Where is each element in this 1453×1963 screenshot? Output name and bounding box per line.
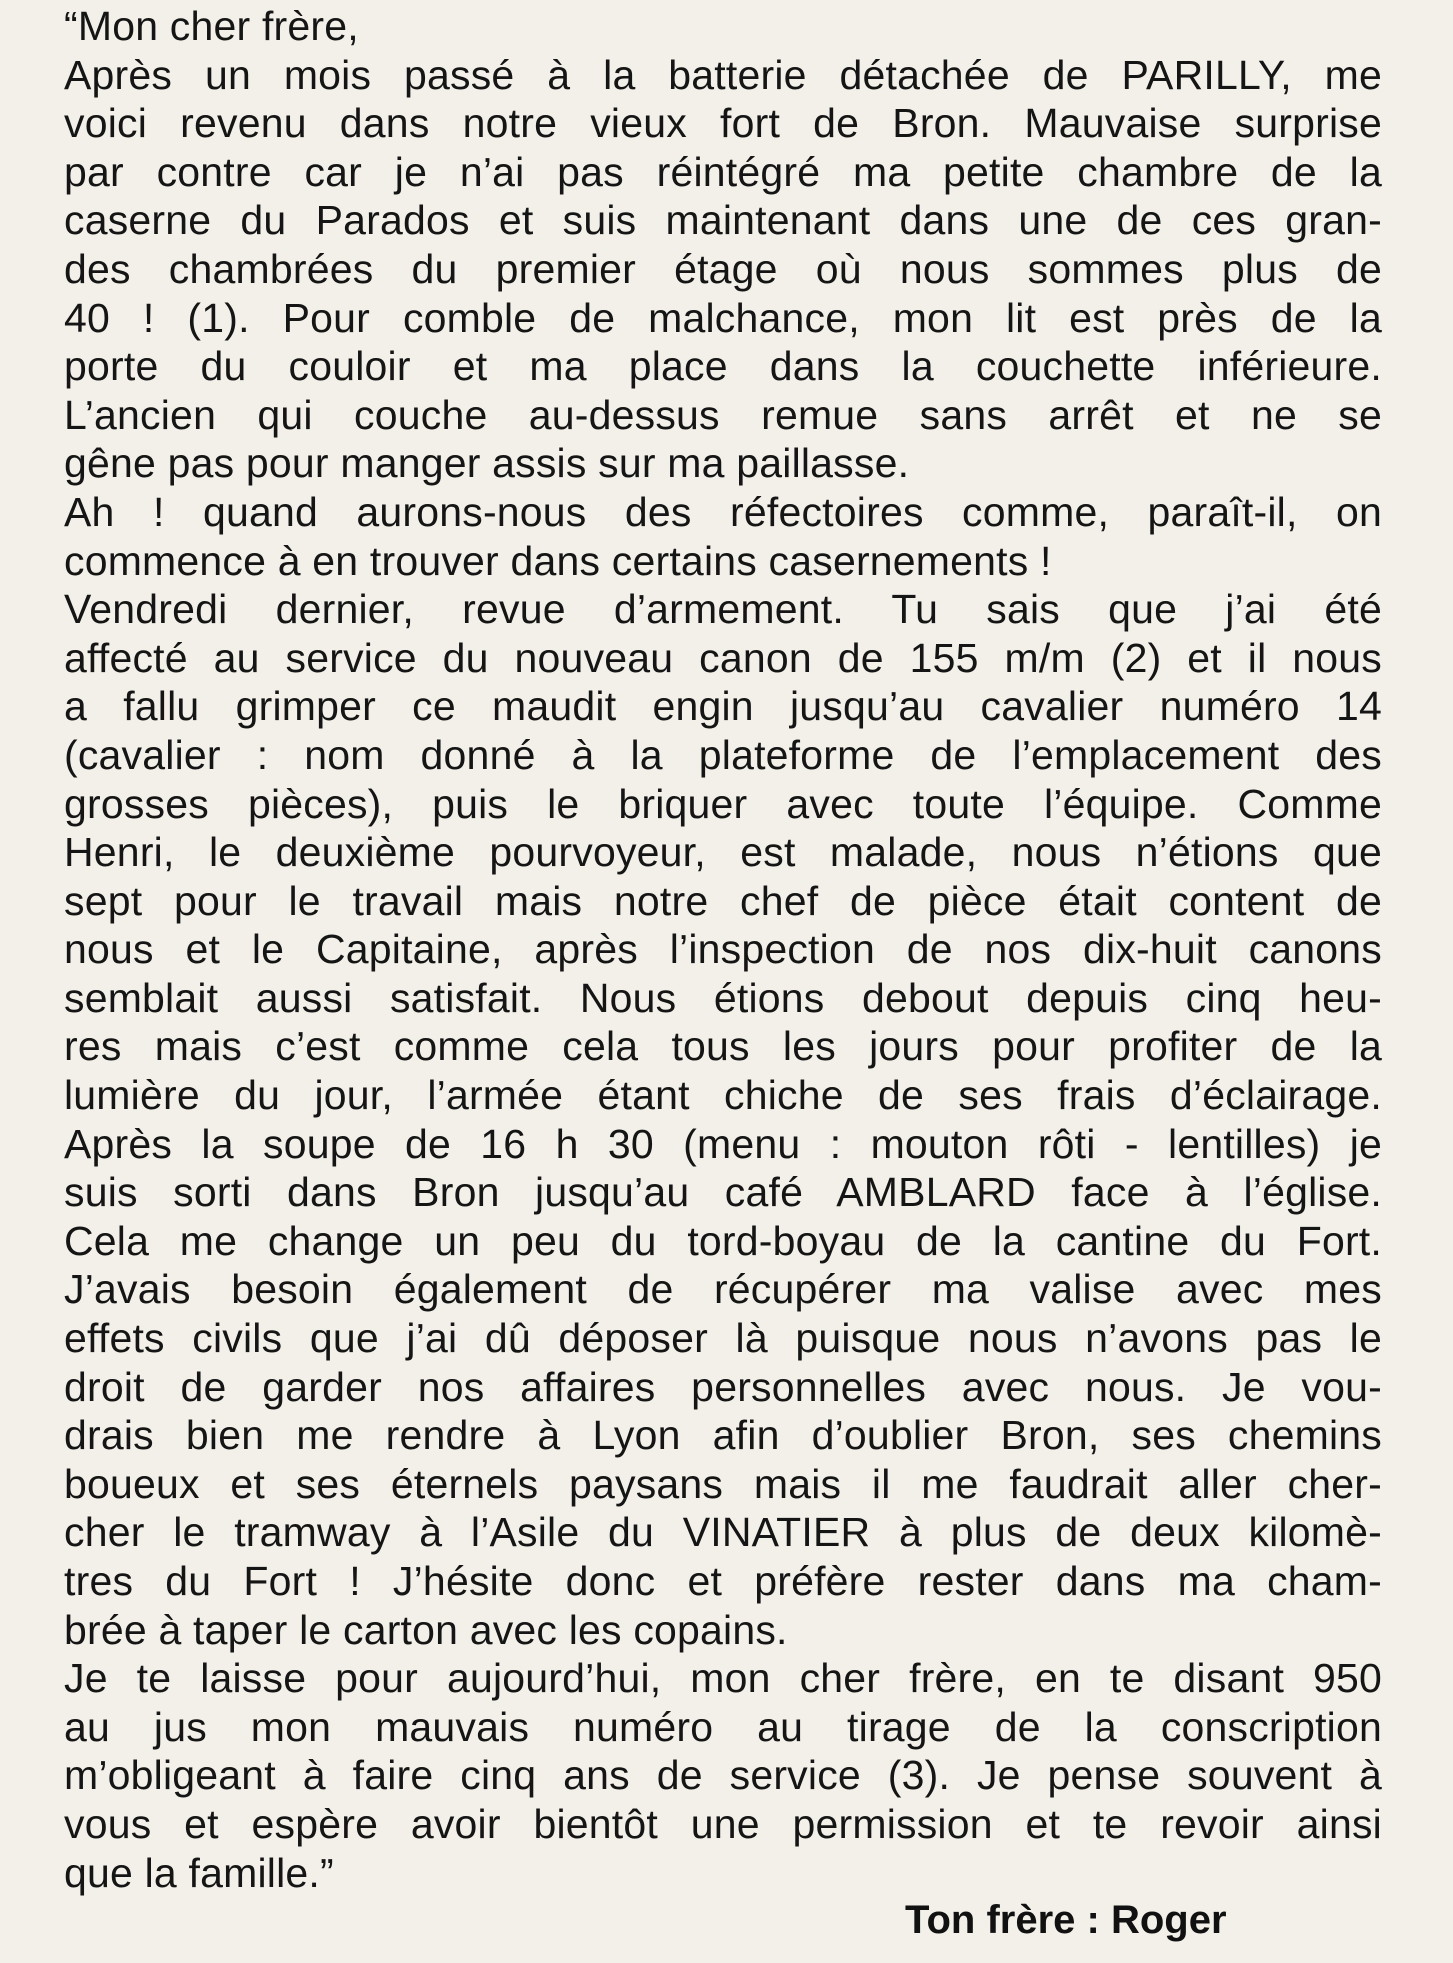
- letter-line: Je te laisse pour aujourd’hui, mon cher frère, en te disant 950: [64, 1655, 1382, 1702]
- letter-line: (cavalier : nom donné à la plateforme de l’emplacement des: [64, 731, 1382, 778]
- letter-line: Cela me change un peu du tord-boyau de la cantine du Fort.: [64, 1217, 1382, 1264]
- letter-line: gêne pas pour manger assis sur ma paillasse.: [64, 440, 910, 487]
- letter-line: Henri, le deuxième pourvoyeur, est malade, nous n’étions que: [64, 829, 1382, 876]
- letter-line: vous et espère avoir bientôt une permission et te revoir ainsi: [64, 1800, 1382, 1847]
- letter-line: caserne du Parados et suis maintenant dans une de ces gran-: [64, 197, 1382, 244]
- letter-line: droit de garder nos affaires personnelles avec nous. Je vou-: [64, 1363, 1382, 1410]
- letter-line: Ah ! quand aurons-nous des réfectoires comme, paraît-il, on: [64, 488, 1382, 535]
- letter-line: a fallu grimper ce maudit engin jusqu’au cavalier numéro 14: [64, 683, 1382, 730]
- letter-line: grosses pièces), puis le briquer avec toute l’équipe. Comme: [64, 780, 1382, 827]
- letter-line: commence à en trouver dans certains casernements !: [64, 537, 1052, 584]
- letter-line: brée à taper le carton avec les copains.: [64, 1606, 788, 1653]
- letter-line: m’obligeant à faire cinq ans de service (3). Je pense souvent à: [64, 1752, 1382, 1799]
- letter-line: L’ancien qui couche au-dessus remue sans arrêt et ne se: [64, 391, 1382, 438]
- letter-line: cher le tramway à l’Asile du VINATIER à plus de deux kilomè-: [64, 1509, 1382, 1556]
- letter-salutation: “Mon cher frère,: [64, 3, 359, 49]
- letter-body: [64, 2, 1382, 1897]
- letter-line: Vendredi dernier, revue d’armement. Tu sais que j’ai été: [64, 586, 1382, 633]
- letter-line: 40 ! (1). Pour comble de malchance, mon lit est près de la: [64, 294, 1382, 341]
- letter-line: affecté au service du nouveau canon de 155 m/m (2) et il nous: [64, 634, 1382, 681]
- letter-line: boueux et ses éternels paysans mais il me faudrait aller cher-: [64, 1460, 1382, 1507]
- letter-line: Après la soupe de 16 h 30 (menu : mouton rôti - lentilles) je: [64, 1120, 1382, 1167]
- letter-line: par contre car je n’ai pas réintégré ma petite chambre de la: [64, 148, 1382, 195]
- letter-line: des chambrées du premier étage où nous sommes plus de: [64, 245, 1382, 292]
- letter-line: J’avais besoin également de récupérer ma valise avec mes: [64, 1266, 1382, 1313]
- letter-signature: Ton frère : Roger: [905, 1898, 1227, 1942]
- letter-line: tres du Fort ! J’hésite donc et préfère rester dans ma cham-: [64, 1558, 1382, 1604]
- letter-line: suis sorti dans Bron jusqu’au café AMBLARD face à l’église.: [64, 1169, 1382, 1216]
- letter-line: semblait aussi satisfait. Nous étions debout depuis cinq heu-: [64, 974, 1382, 1021]
- letter-closing: que la famille.”: [64, 1849, 334, 1896]
- letter-line: voici revenu dans notre vieux fort de Bron. Mauvaise surprise: [64, 100, 1382, 147]
- letter-line: nous et le Capitaine, après l’inspection de nos dix-huit canons: [64, 926, 1382, 973]
- letter-line: sept pour le travail mais notre chef de pièce était content de: [64, 877, 1382, 924]
- letter-line: lumière du jour, l’armée étant chiche de ses frais d’éclairage.: [64, 1072, 1382, 1119]
- letter-line: porte du couloir et ma place dans la couchette inférieure.: [64, 343, 1382, 390]
- letter-line: Après un mois passé à la batterie détachée de PARILLY, me: [64, 51, 1382, 98]
- letter-line: res mais c’est comme cela tous les jours pour profiter de la: [64, 1023, 1382, 1070]
- letter-line: drais bien me rendre à Lyon afin d’oublier Bron, ses chemins: [64, 1412, 1382, 1459]
- letter-line: effets civils que j’ai dû déposer là puisque nous n’avons pas le: [64, 1315, 1382, 1362]
- letter-line: au jus mon mauvais numéro au tirage de la conscription: [64, 1703, 1382, 1750]
